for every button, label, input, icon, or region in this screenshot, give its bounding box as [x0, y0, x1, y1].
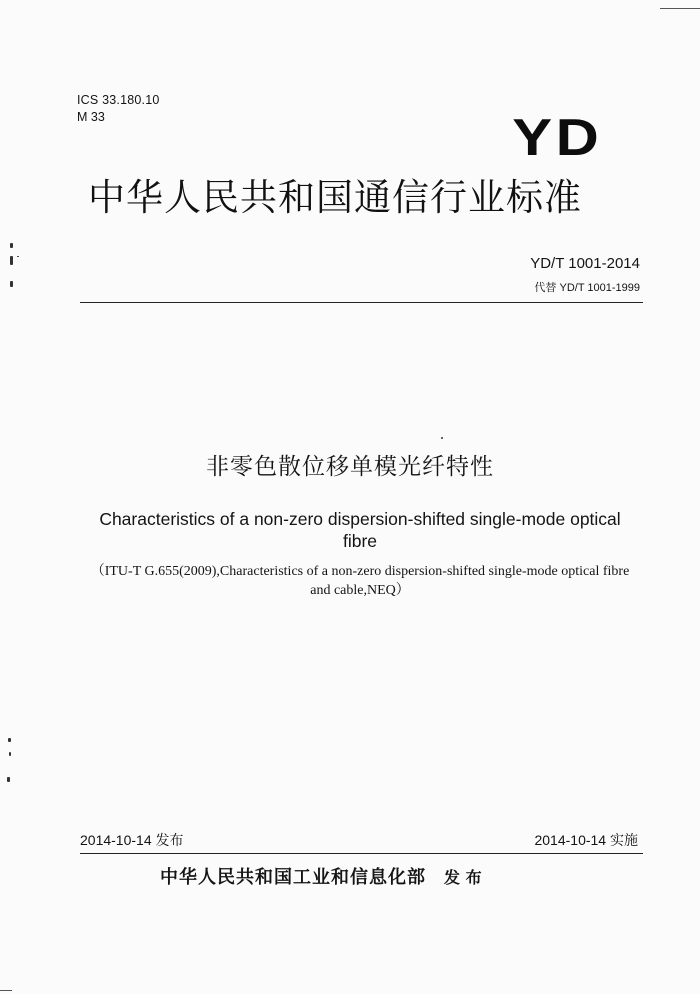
scan-edge-line — [0, 990, 12, 991]
scan-speck — [8, 738, 11, 742]
footer-divider — [80, 853, 643, 854]
scan-speck — [7, 777, 10, 782]
standard-number: YD/T 1001-2014 — [530, 255, 640, 272]
scan-speck — [10, 243, 13, 248]
title-chinese: 非零色散位移单模光纤特性 — [206, 454, 494, 480]
publish-label: 发 布 — [444, 868, 482, 887]
scan-edge-line — [660, 8, 700, 9]
scan-speck — [10, 281, 13, 287]
scan-speck — [10, 256, 13, 265]
yd-logo: YD — [512, 109, 602, 167]
header-divider — [80, 302, 643, 303]
issuing-authority-line — [160, 866, 482, 890]
scan-speck — [17, 256, 19, 257]
issue-date: 2014-10-14 发布 — [80, 832, 184, 848]
scan-speck — [9, 752, 11, 756]
title-english: Characteristics of a non-zero dispersion-shifted single-mode optical fibre — [99, 509, 621, 551]
replaces-standard: 代替 YD/T 1001-1999 — [534, 282, 640, 294]
implementation-date: 2014-10-14 实施 — [534, 832, 638, 848]
ics-code: ICS 33.180.10 — [77, 93, 160, 107]
classification-code: M 33 — [77, 110, 105, 124]
scan-speck — [441, 437, 443, 439]
standard-category-heading: 中华人民共和国通信行业标准 — [88, 176, 582, 219]
equivalence-note: （ITU-T G.655(2009),Characteristics of a non-zero dispersion-shifted single-mode optical fibre and cable,NEQ） — [90, 564, 630, 598]
issuing-authority: 中华人民共和国工业和信息化部 — [160, 867, 426, 888]
